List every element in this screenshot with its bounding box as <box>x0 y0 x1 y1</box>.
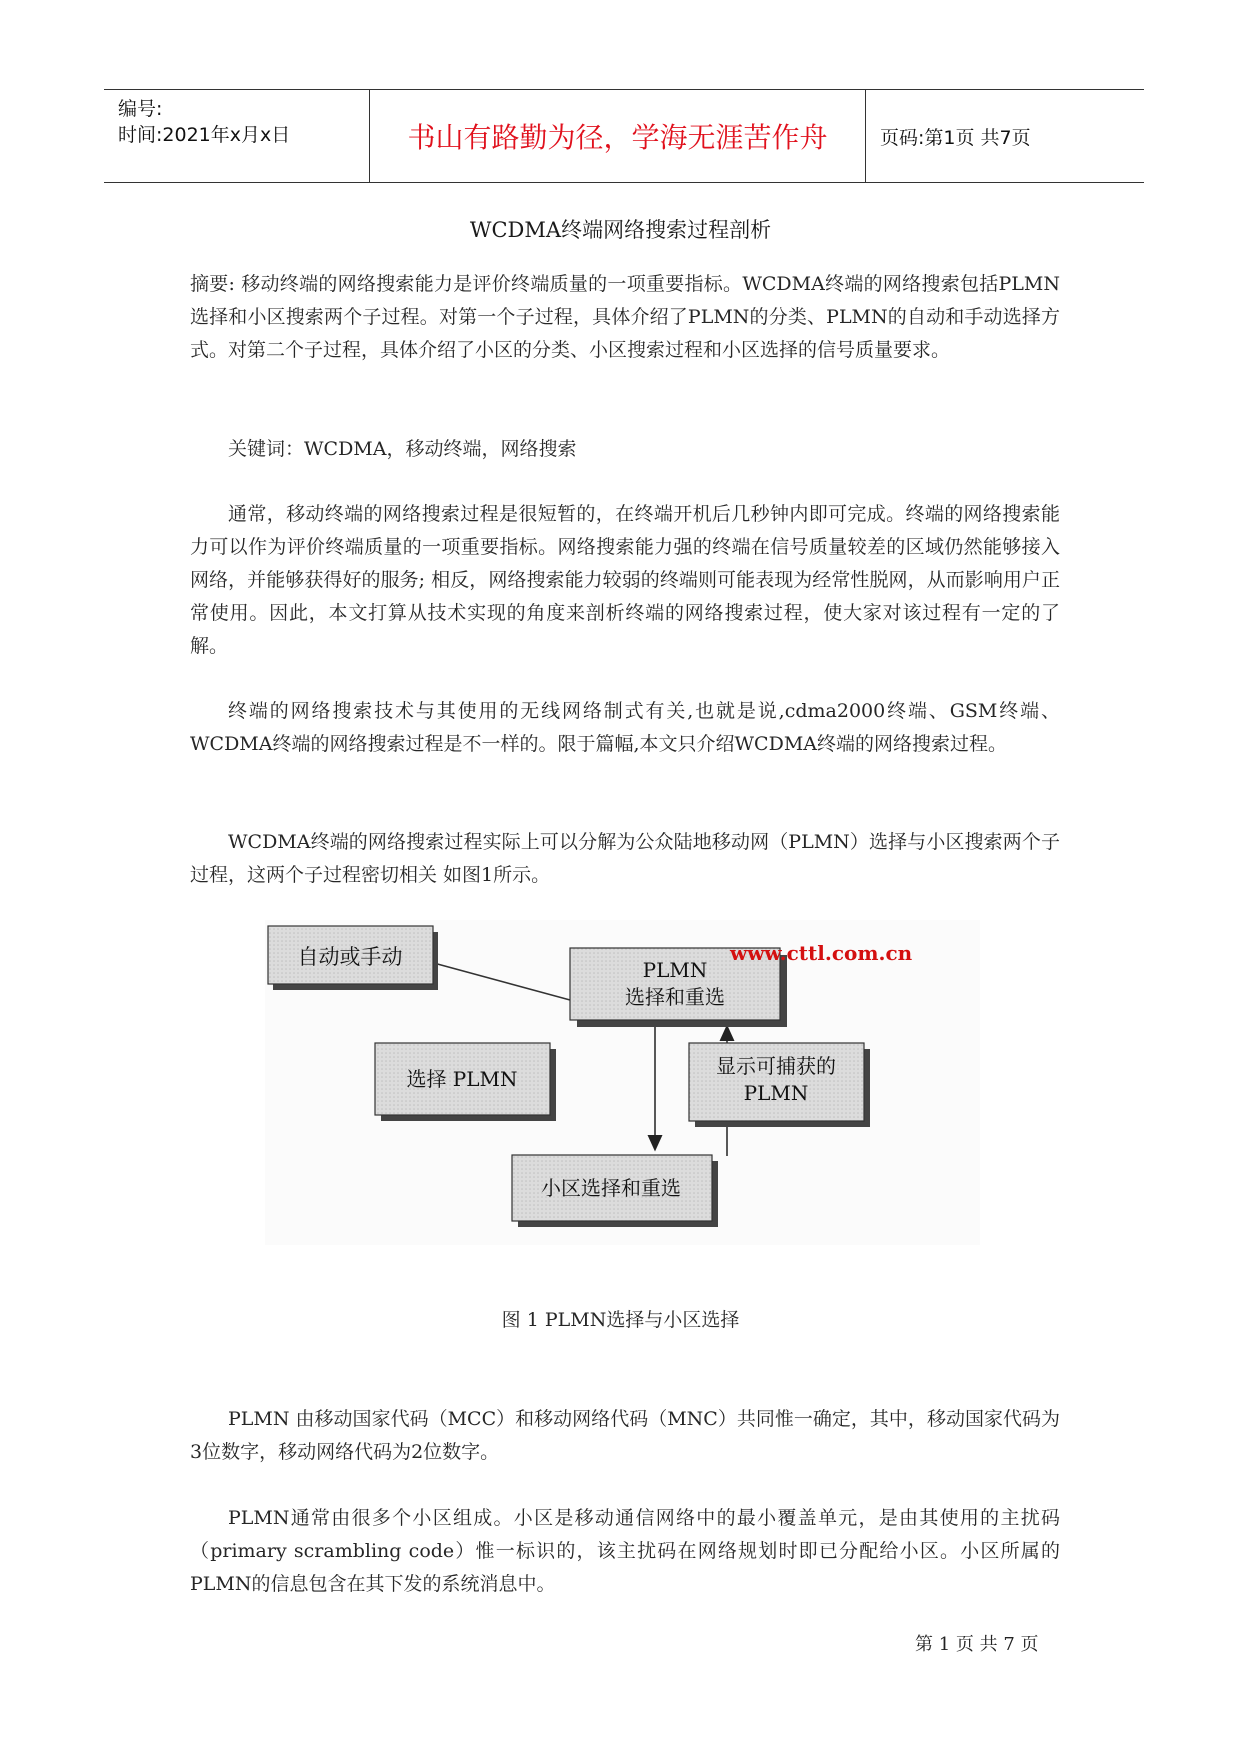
plmn-diagram <box>265 920 980 1245</box>
connector-line <box>430 962 570 1000</box>
box-auto-manual <box>268 926 438 990</box>
header-motto: 书山有路勤为径，学海无涯苦作舟 <box>370 90 866 182</box>
box-select-text: 选择 PLMN <box>406 1067 518 1091</box>
box-select-plmn <box>375 1043 556 1121</box>
box-display-plmn <box>689 1043 870 1127</box>
box-display-line1: 显示可捕获的 <box>716 1054 836 1078</box>
article-title: WCDMA终端网络搜索过程剖析 <box>469 218 772 242</box>
document-header <box>104 89 1144 183</box>
watermark-text: www.cttl.com.cn <box>730 941 913 965</box>
body-paragraph-5: PLMN通常由很多个小区组成。小区是移动通信网络中的最小覆盖单元，是由其使用的主扰码（primary scrambling code）惟一标识的，该主扰码在网络规划时即已分配给小区。小区所属的PLMN的信息包含在其下发的系统消息中。 <box>190 1507 1060 1595</box>
box-auto-text: 自动或手动 <box>297 945 403 969</box>
body-paragraph-2: 终端的网络搜索技术与其使用的无线网络制式有关,也就是说,cdma2000终端、GSM终端、WCDMA终端的网络搜索过程是不一样的。限于篇幅,本文只介绍WCDMA终端的网络搜索过程。 <box>190 700 1060 755</box>
body-paragraph-1: 通常，移动终端的网络搜索过程是很短暂的，在终端开机后几秒钟内即可完成。终端的网络搜索能力可以作为评价终端质量的一项重要指标。网络搜索能力强的终端在信号质量较差的区域仍然能够接入网络，并能够获得好的服务; 相反，网络搜索能力较弱的终端则可能表现为经常性脱网，从而影响用户正常使用。因此，本文打算从技术实现的角度来剖析终端的网络搜索过程，使大家对该过程有一定的了解。 <box>190 503 1060 657</box>
body-paragraph-4: PLMN 由移动国家代码（MCC）和移动网络代码（MNC）共同惟一确定，其中，移动国家代码为3位数字，移动网络代码为2位数字。 <box>190 1408 1060 1463</box>
body-paragraph-3: WCDMA终端的网络搜索过程实际上可以分解为公众陆地移动网（PLMN）选择与小区搜索两个子过程，这两个子过程密切相关 如图1所示。 <box>190 831 1060 886</box>
time-label: 时间:2021年x月x日 <box>118 124 291 146</box>
box-plmn-line1: PLMN <box>642 958 708 982</box>
box-cell-text: 小区选择和重选 <box>541 1176 681 1200</box>
page-footer: 第 1 页 共 7 页 <box>915 1634 1039 1655</box>
header-info-cell <box>104 90 370 182</box>
box-plmn-line2: 选择和重选 <box>625 985 725 1009</box>
header-page-label: 页码:第1页 共7页 <box>880 126 1031 149</box>
abstract-paragraph: 摘要: 移动终端的网络搜索能力是评价终端质量的一项重要指标。WCDMA终端的网络搜索包括PLMN选择和小区搜索两个子过程。对第一个子过程，具体介绍了PLMN的分类、PLMN的自动和手动选择方式。对第二个子过程，具体介绍了小区的分类、小区搜索过程和小区选择的信号质量要求。 <box>190 273 1060 361</box>
figure-caption: 图 1 PLMN选择与小区选择 <box>501 1309 740 1331</box>
serial-label: 编号: <box>118 98 163 120</box>
box-display-line2: PLMN <box>743 1081 809 1105</box>
keywords-paragraph: 关键词：WCDMA，移动终端，网络搜索 <box>228 438 577 460</box>
box-cell-select <box>512 1155 718 1227</box>
